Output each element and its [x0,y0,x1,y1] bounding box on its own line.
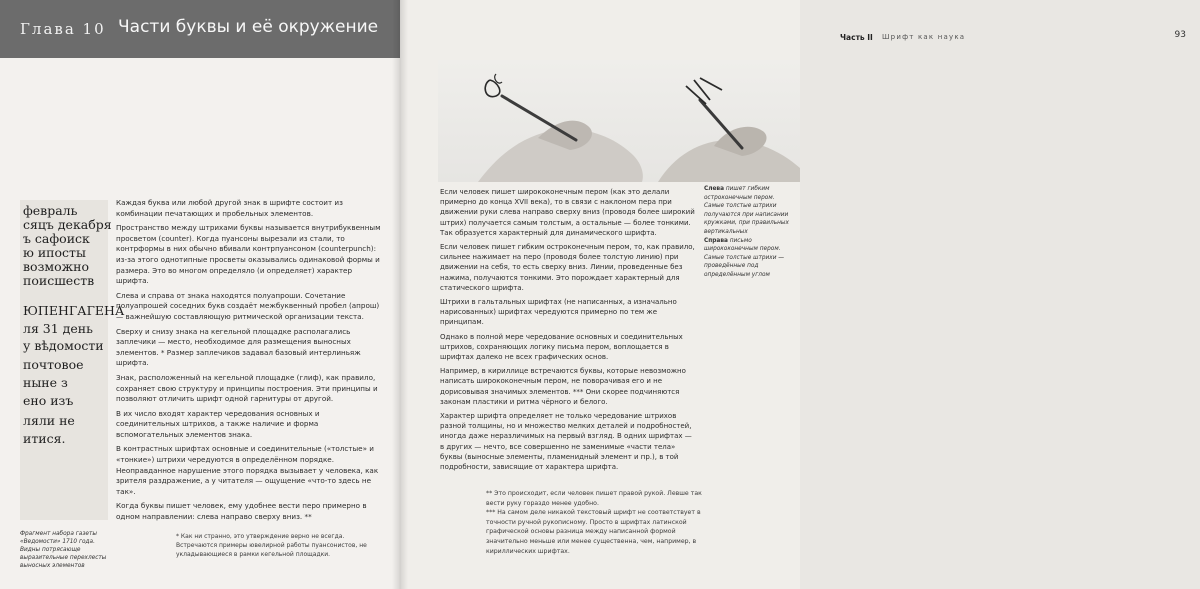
sample-line: почтовое [23,357,84,372]
sample-line: ено изъ [23,393,74,408]
paragraph: Когда буквы пишет человек, ему удобнее вести перо примерно в одном направлении: слева направо сверху вниз. ** [116,501,367,522]
paragraph: В их число входят характер чередования основных и соединительных штрихов, а также наличие и форма вспомогательных элементов знака. [116,408,320,439]
right-body-text [440,187,696,476]
right-footnotes [486,489,712,556]
paragraph: Слева и справа от знака находятся полуапроши. Сочетание полуапрошей соседних букв создаёт межбуквенный пробел (апрош) — важнейшую составляющую ритмической организации текста. [116,290,380,321]
paragraph: В контрастных шрифтах основные и соединительные («толстые» и «тонкие») штрихи чередуются в определённом порядке. Неоправданное нарушение этого порядка вызывает у человека, как зрителя раздражение, а у читателя — ощущение «что-то здесь не так». [116,444,379,496]
gazette-sample-image [20,200,125,520]
right-page-header [800,0,1200,58]
left-footnote: * Как ни странно, это утверждение верно не всегда. Встречаются примеры ювелирной работы пуансонистов, не укладывающиеся в рамки кегельной площадки. [176,533,367,558]
sample-line: итися. [23,431,66,446]
left-body-text [116,198,382,527]
part-title: Шрифт как наука [882,33,966,41]
page-number: 93 [1174,30,1186,40]
sample-line: у вѣдомости [23,338,104,353]
paragraph: Если человек пишет гибким остроконечным пером, то, как правило, сильнее нажимает на перо (проводя более толстую линию) при движении на себя, то есть сверху вниз. Линии, проведенные без нажима, получаются тонкими. Это порождает характерный для статического шрифта. [440,243,695,292]
side-caption-right-text: письмо ширококонечным пером. Самые толстые штрихи — проведённые под определённым углом [704,237,785,278]
sample-line: возможно [23,259,89,274]
side-caption-left-label: Слева [704,186,725,192]
side-caption-left-text: пишет гибким остроконечным пером. Самые толстые штрихи получаются при написании кружками, при правильных вертикальных [704,186,789,235]
pen-writing-photo [438,60,800,182]
sample-line: ЮПЕНГАГЕНА [23,303,125,318]
footnote: *** На самом деле никакой текстовый шрифт не соответствует в точности ручной рукописному. Просто в шрифтах латинской графической основы разница между написанной формой значительно меньше или менее существенна, чем, например, в кириллических шрифтах. [486,509,701,555]
hands-with-pens-illustration [438,60,800,182]
left-pen [502,96,576,140]
sample-line: ъ сафоиск [23,231,90,246]
sample-caption: Фрагмент набора газеты «Ведомости» 1710 года. Видны потрясающе выразительные перехлесты выносных элементов [20,531,107,569]
sample-line: ля 31 день [23,321,93,336]
chapter-title: Части буквы и её окружение [118,17,379,37]
chapter-label: Глава 10 [20,20,106,38]
right-pen-strokes [686,78,722,104]
paragraph: Знак, расположенный на кегельной площадке (глиф), как правило, сохраняет свою структуру и принципы построения. Эти принципы и позволяют отличить шрифт одной гарнитуры от другой. [116,372,378,404]
sample-line: сяцъ декабря [23,217,112,232]
sample-line: поисшеств [23,273,95,288]
photo-side-caption [704,185,792,280]
paragraph: Каждая буква или любой другой знак в шрифте состоит из комбинации печатающих и пробельных элементов. [116,198,343,218]
left-pen-loop [495,74,502,83]
footnote: ** Это происходит, если человек пишет правой рукой. Левше так вести руку гораздо менее удобно. [486,490,702,507]
paragraph: Сверху и снизу знака на кегельной площадке располагались заплечики — место, необходимое для размещения выносных элементов. * Размер заплечиков задавал базовый интерлиньяж шрифта. [116,326,361,368]
paragraph: Например, в кириллице встречаются буквы, которые невозможно написать ширококонечным пером, не поворачивая его и не дорисовывая значимых элементов. *** Они скорее подчиняются законам пластики и ритма чёрного и белого. [440,367,686,406]
sample-line: февраль [23,203,78,218]
paragraph: Пространство между штрихами буквы называется внутрибуквенным просветом (counter). Когда пуансоны вырезали из стали, то контрформы в них обычно вбивали контрпуансоном (counterpunch): из-за этого однотипные просветы оказывались одинаковой формы и размера. Это во многом определяло (и определяет) характер шрифта. [116,223,381,286]
sample-line: ю ипосты [23,245,86,260]
right-page [400,0,1186,589]
part-label: Часть II [840,33,873,42]
paragraph: Однако в полной мере чередование основных и соединительных штрихов, сохраняющих логику письма пером, воплощается в шрифтах далеко не всех графических основ. [440,332,683,362]
sample-line: ныне з [23,375,68,390]
paragraph: Характер шрифта определяет не только чередование штрихов разной толщины, но и множество мелких деталей и подробностей, иногда даже неразличимых на первый взгляд. В одних шрифтах — в других — нечто, все совершенно не заменимые «части тела» буквы (выносные элементы, пламенидный элемент и пр.), в той подробности, зависящие от характера шрифта. [440,412,692,472]
sample-line: ляли не [23,413,75,428]
side-caption-right-label: Справа [704,237,728,244]
paragraph: Если человек пишет ширококонечным пером (как это делали примерно до конца XVII века), то в связи с наклоном пера при движении руки слева направо сверху вниз (проводя более широкий штрих) получается самым толстым, а остальные — более тонкими. Так образуется характерный для динамического шрифта. [440,188,695,237]
book-gutter [392,0,408,589]
left-page [0,0,400,589]
left-page-header [0,0,400,58]
paragraph: Штрихи в гальтальных шрифтах (не написанных, а изначально нарисованных) шрифтах чередуются примерно по тем же принципам. [440,298,677,327]
